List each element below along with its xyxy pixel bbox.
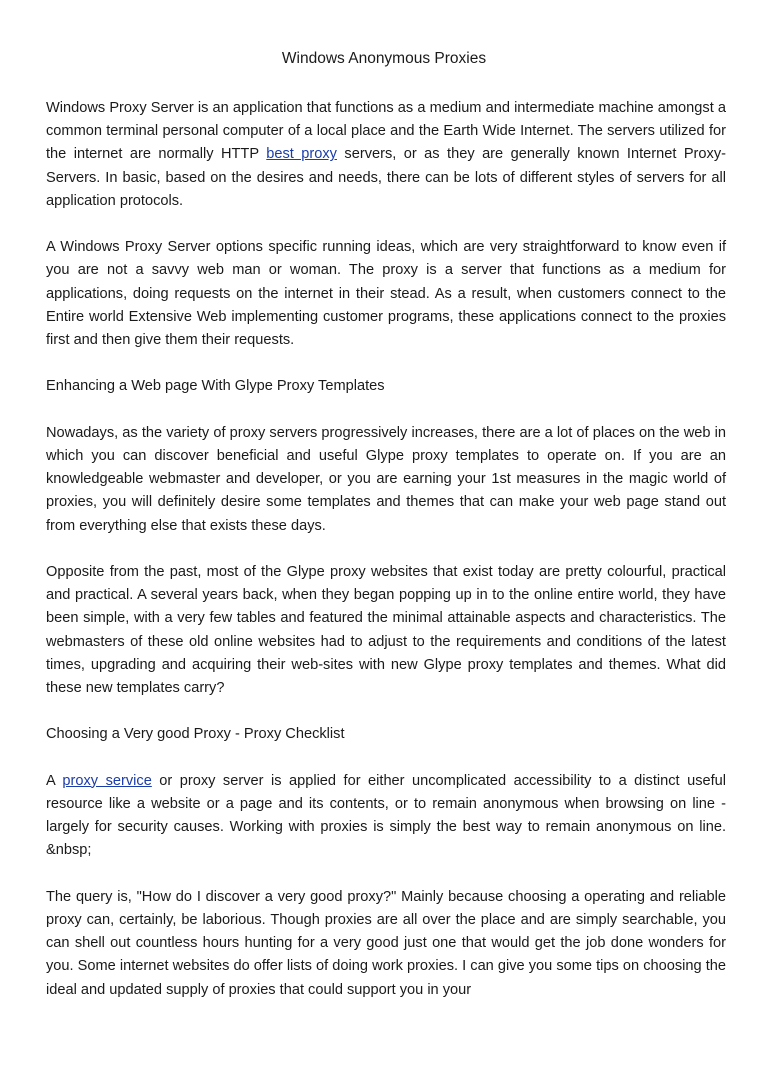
paragraph-intro-text-after: servers, or as they are generally known Internet Proxy- Servers. In basic, based on the desires and needs, there can be lots of different styles of servers for all application protocols. xyxy=(46,146,726,209)
document-title: Windows Anonymous Proxies xyxy=(281,50,487,67)
best-proxy-link[interactable]: best proxy xyxy=(266,146,337,163)
paragraph-query: The query is, "How do I discover a very good proxy?" Mainly because choosing a operating and reliable proxy can, certainly, be laborious. Though proxies are all over the place and are simply searchable, you can shell out countless hours hunting for a very good just one that would get the job done wonders for you. Some internet websites do offer lists of doing work proxies. I can give you some tips on choosing the ideal and updated supply of proxies that could support you in your xyxy=(46,888,726,998)
paragraph-proxy-service-text-before: A xyxy=(46,772,63,789)
paragraph-intro-text-before: Windows Proxy Server is an application that functions as a medium and intermediate machine amongst a common terminal personal computer of a local place and the Earth Wide Internet. The servers utilized for the internet are normally HTTP xyxy=(46,100,726,163)
paragraph-proxy-service-text-after: or proxy server is applied for either uncomplicated accessibility to a distinct useful resource like a website or a page and its contents, or to remain anonymous when browsing on line - largely for security causes. Working with proxies is simply the best way to remain anonymous on line. &nbsp; xyxy=(46,772,727,859)
document-body xyxy=(46,97,726,1002)
paragraph-glype-nowadays: Nowadays, as the variety of proxy servers progressively increases, there are a lot of places on the web in which you can discover beneficial and useful Glype proxy templates to operate on. If you are an knowledgeable webmaster and developer, or you are earning your 1st measures in the magic world of proxies, you will definitely desire some templates and themes that can make your web page stand out from everything else that exists these days. xyxy=(46,424,726,534)
section-heading-glype-templates: Enhancing a Web page With Glype Proxy Templates xyxy=(46,378,385,395)
section-heading-proxy-checklist: Choosing a Very good Proxy - Proxy Checklist xyxy=(46,726,345,743)
paragraph-intro xyxy=(46,97,726,213)
proxy-service-link[interactable]: proxy service xyxy=(62,772,152,789)
paragraph-proxy-service xyxy=(46,770,726,863)
paragraph-windows-proxy: A Windows Proxy Server options specific running ideas, which are very straightforward to know even if you are not a savvy web man or woman. The proxy is a server that functions as a medium for applications, doing requests on the internet in their stead. As a result, when customers connect to the Entire world Extensive Web implementing customer programs, these applications connect to the proxies first and then give them their requests. xyxy=(46,239,726,349)
paragraph-glype-past: Opposite from the past, most of the Glype proxy websites that exist today are pretty colourful, practical and practical. A several years back, when they began popping up in to the online entire world, they have been simple, with a very few tables and featured the minimal attainable aspects and characteristics. The webmasters of these old online websites had to adjust to the requirements and conditions of the latest times, upgrading and acquiring their web-sites with new Glype proxy templates and themes. What did these new templates carry? xyxy=(46,564,726,697)
